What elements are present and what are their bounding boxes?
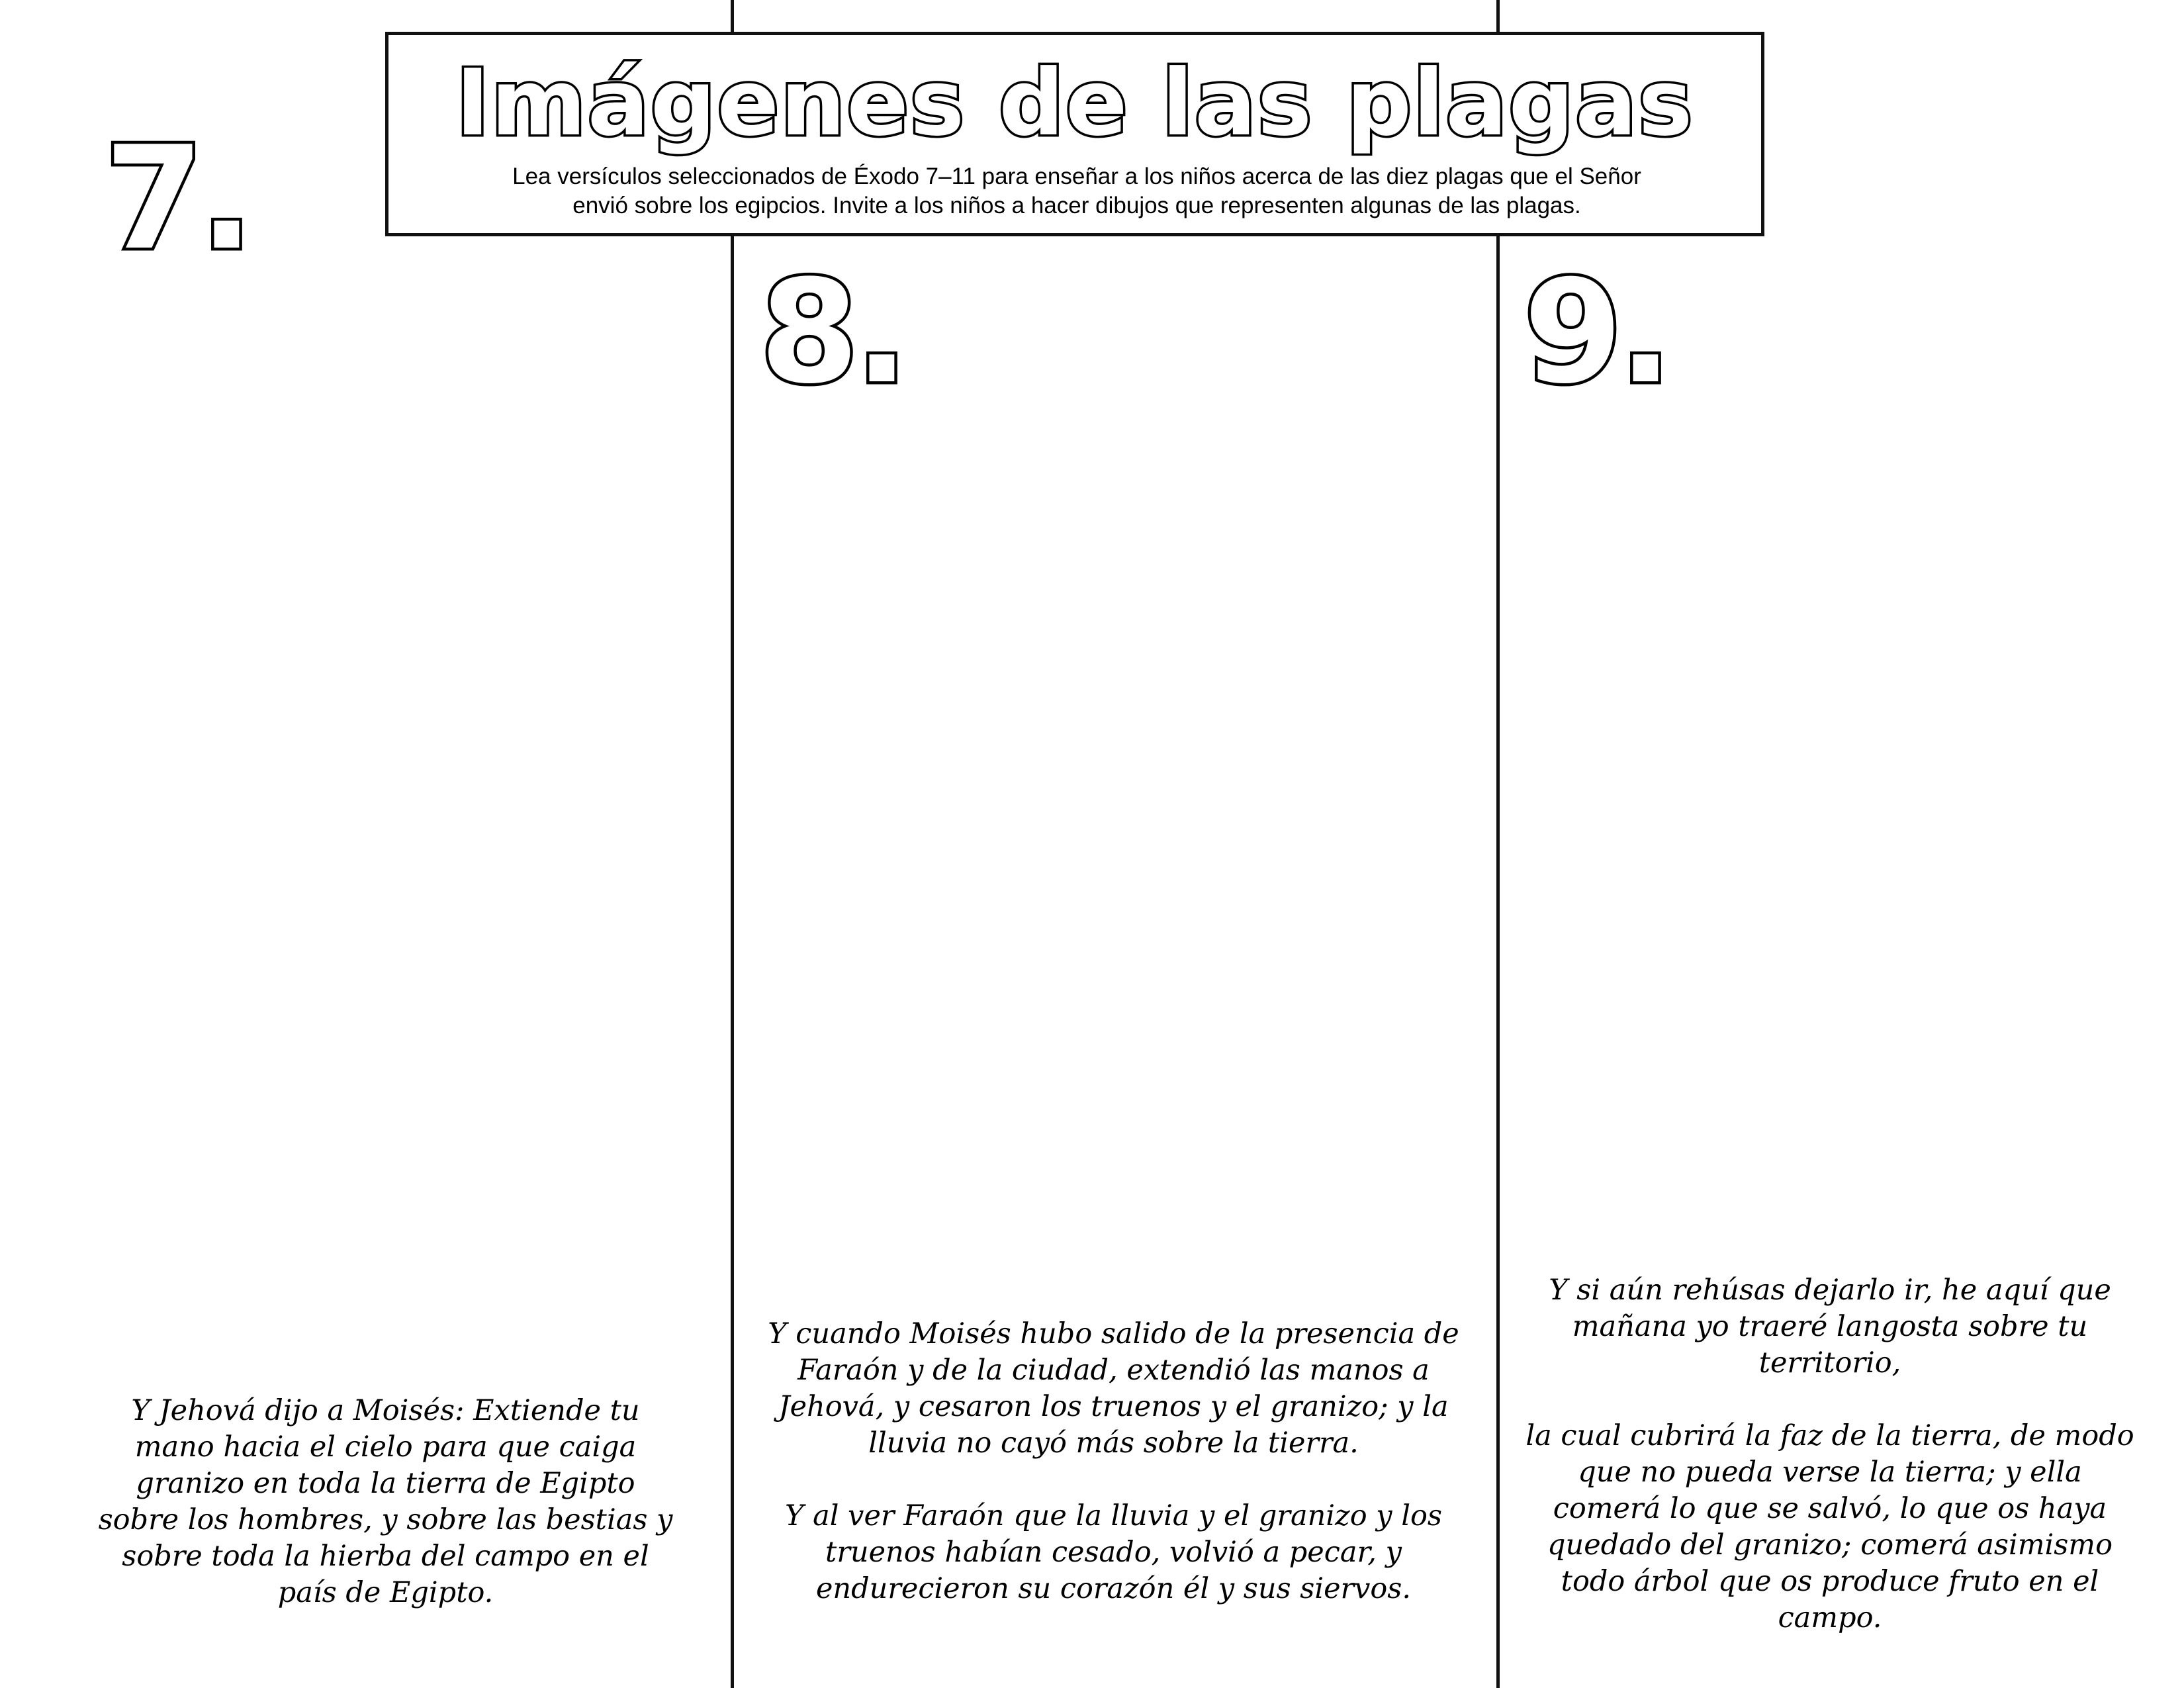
panel-number-8: 8.: [760, 249, 905, 415]
panel-number-7: 7.: [105, 115, 250, 281]
instructions-text: [415, 162, 1739, 220]
verse-7-paragraph-1: Y Jehová dijo a Moisés: Extiende tu mano hacia el cielo para que caiga granizo en toda la tierra de Egipto sobre los hombres, y sobre las bestias y sobre toda la hierba del campo en el país de Egipto.: [98, 1394, 673, 1609]
verse-8-paragraph-1: Y cuando Moisés hubo salido de la presencia de Faraón y de la ciudad, extendió las manos a Jehová, y cesaron los truenos y el granizo; y la lluvia no cayó más sobre la tierra.: [768, 1317, 1459, 1460]
panel-number-9: 9.: [1524, 249, 1669, 415]
verse-text-7: [93, 1393, 678, 1611]
verse-8-paragraph-2: Y al ver Faraón que la lluvia y el granizo y los truenos habían cesado, volvió a pecar, y endurecieron su corazón él y sus siervos.: [785, 1499, 1442, 1605]
header-box: [385, 32, 1764, 236]
verse-9-paragraph-2: la cual cubrirá la faz de la tierra, de modo que no pueda verse la tierra; y ella comerá lo que se salvó, lo que os haya quedado del granizo; comerá asimismo todo árbol que os produce fruto en el campo.: [1525, 1419, 2134, 1634]
instructions-line-2: envió sobre los egipcios. Invite a los niños a hacer dibujos que representen algunas de las plagas.: [572, 193, 1581, 218]
verse-9-paragraph-1: Y si aún rehúsas dejarlo ir, he aquí que mañana yo traeré langosta sobre tu territorio,: [1549, 1274, 2111, 1380]
column-divider-right: [1496, 0, 1500, 1688]
verse-text-8: [754, 1316, 1473, 1607]
page-title: Imágenes de las plagas: [455, 50, 1694, 156]
instructions-line-1: Lea versículos seleccionados de Éxodo 7–11 para enseñar a los niños acerca de las diez plagas que el Señor: [512, 164, 1641, 189]
column-divider-left: [731, 0, 734, 1688]
verse-text-9: [1522, 1272, 2138, 1636]
